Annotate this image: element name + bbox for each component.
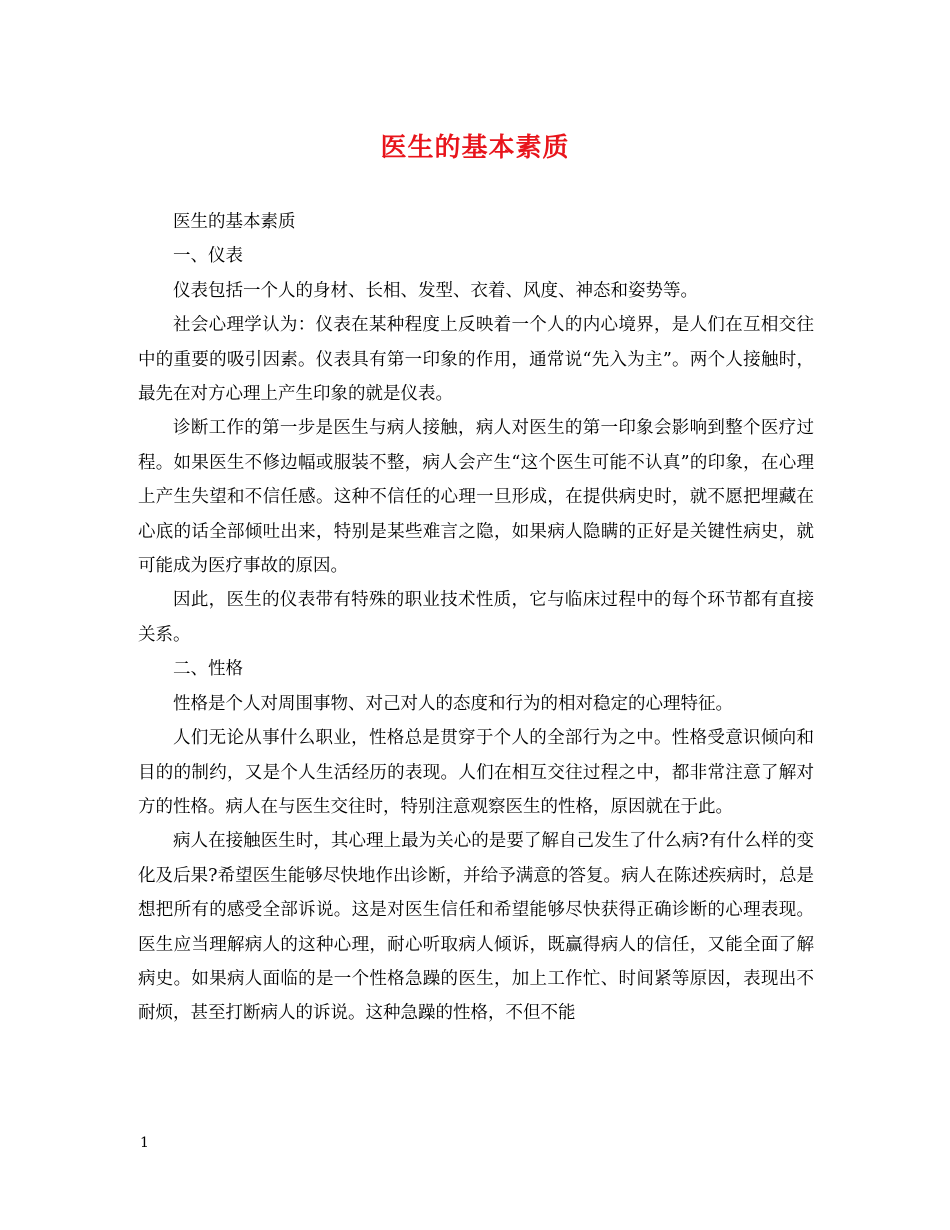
body-paragraph: 社会心理学认为：仪表在某种程度上反映着一个人的内心境界，是人们在互相交往中的重要的吸引因素。仪表具有第一印象的作用，通常说“先入为主”。两个人接触时，最先在对方心理上产生印象的就是仪表。 [138,315,814,405]
section-heading-appearance: 一、仪表 [173,246,243,267]
section-heading-character: 二、性格 [173,659,243,680]
body-paragraph: 因此，医生的仪表带有特殊的职业技术性质，它与临床过程中的每个环节都有直接关系。 [138,590,814,645]
body-paragraph: 仪表包括一个人的身材、长相、发型、衣着、风度、神态和姿势等。 [173,280,698,301]
page-number: 1 [140,1135,149,1151]
document-body [138,205,814,1031]
body-paragraph: 人们无论从事什么职业，性格总是贯穿于个人的全部行为之中。性格受意识倾向和目的的制约，又是个人生活经历的表现。人们在相互交往过程之中，都非常注意了解对方的性格。病人在与医生交往时，特别注意观察医生的性格，原因就在于此。 [138,728,814,817]
document-title: 医生的基本素质 [380,133,570,163]
subtitle-paragraph: 医生的基本素质 [173,212,296,232]
body-paragraph: 病人在接触医生时，其心理上最为关心的是要了解自己发生了什么病?有什么样的变化及后果?希望医生能够尽快地作出诊断，并给予满意的答复。病人在陈述疾病时，总是想把所有的感受全部诉说。这是对医生信任和希望能够尽快获得正确诊断的心理表现。医生应当理解病人的这种心理，耐心听取病人倾诉，既赢得病人的信任，又能全面了解病史。如果病人面临的是一个性格急躁的医生，加上工作忙、时间紧等原因，表现出不耐烦，甚至打断病人的诉说。这种急躁的性格，不但不能 [138,831,814,1024]
body-paragraph: 诊断工作的第一步是医生与病人接触，病人对医生的第一印象会影响到整个医疗过程。如果医生不修边幅或服装不整，病人会产生“这个医生可能不认真”的印象，在心理上产生失望和不信任感。这种不信任的心理一旦形成，在提供病史时，就不愿把埋藏在心底的话全部倾吐出来，特别是某些难言之隐，如果病人隐瞒的正好是关键性病史，就可能成为医疗事故的原因。 [138,418,814,577]
body-paragraph: 性格是个人对周围事物、对己对人的态度和行为的相对稳定的心理特征。 [173,693,733,714]
